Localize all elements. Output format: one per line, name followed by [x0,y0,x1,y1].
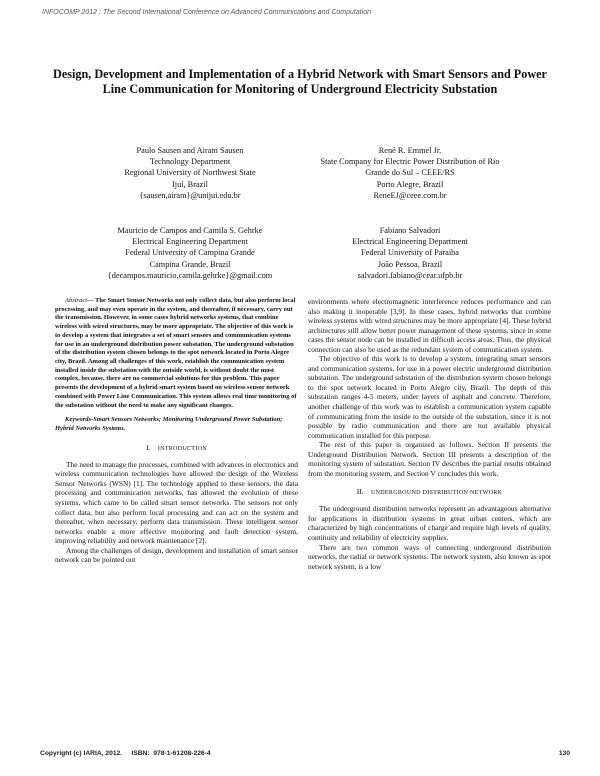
author-block-3 [70,225,310,281]
paragraph: The underground distribution networks represent an advantageous alternative for applications in distribution systems in great urban centers, which are characterized by high concentrations of charge and require high levels of quality, continuity and reliability of electricity supplies. [308,504,551,543]
paragraph: Among the challenges of design, development and installation of smart sensor network can be pointed out [55,545,298,565]
author-affiliation: Electrical Engineering Department [132,237,248,247]
author-location: Ijuí, Brazil [172,179,208,189]
author-affiliation: Regional University of Northwest State [124,168,256,178]
author-affiliation: Federal University of Campina Grande [125,248,255,258]
author-location: João Pessoa, Brazil [377,259,443,269]
abstract [55,297,298,410]
author-affiliation: State Company for Electric Power Distribution of Rio [320,157,500,167]
author-affiliation: Federal University of Paraiba [361,248,459,258]
author-affiliation: Electrical Engineering Department [352,237,468,247]
section-heading-underground-network [308,487,551,498]
section-number: I. [146,442,151,452]
conference-header: INFOCOMP 2012 : The Second International Conference on Advanced Communications and Computation [42,9,372,16]
author-email: {sausen,airam}@unijui.edu.br [139,190,241,200]
page-footer [40,750,570,757]
author-email: salvadori.fabiano@cear.ufpb.br [357,270,463,280]
paragraph: The objective of this work is to develop a system, integrating smart sensors and communication systems, for use in a power electric underground distribution substation. The underground substation of the distribution system chosen belongs to the spot network located in Porto Alegre city, Brazil. The depth of this substation ranges 4-5 meters, under layers of asphalt and concrete. Therefore, another challenge of this work was to establish a communication system capable of communicating from the inside to the outside of the substation, since it is not possible by radio communication and there are not available physical communication installed for this purpose. [308,354,551,440]
author-location: Porto Alegre, Brazil [376,179,444,189]
section-number: II. [356,487,364,497]
paragraph: The need to manage the processes, combined with advances in electronics and wireless communication technologies have allowed the design of the Wireless Sensor Networks (WSN) [1]. The technology applied to these sensors, the data processing and communication networks, has allowed the evolution of these systems, which came to be called smart sensor networks. The sensors not only collect data, but also perform local processing and can act on the system and thereafter, when necessary, perform data transmission. These intelligent sensor networks enable a more effective monitoring and fault detection system, improving reliability and network maintenance [2]. [55,459,298,546]
section-title: INTRODUCTION [157,445,207,452]
author-affiliation: Grande do Sul – CEEE/RS [365,168,455,178]
section-heading-introduction [55,443,298,454]
author-block-2 [310,145,510,201]
section-2-body [308,504,551,571]
copyright-isbn: Copyright (c) IARIA, 2012. ISBN: 978-1-61208-226-4 [40,750,211,757]
section-title: UNDERGROUND DISTRIBUTION NETWORK [370,490,503,497]
paragraph: The rest of this paper is organized as follows. Section II presents the Underground Distribution Network. Section III presents a description of the monitoring system of substation. Section IV describes the partial results obtained from the monitoring system, and Section V concludes this work. [308,440,551,478]
abstract-label: Abstract [65,297,88,304]
author-block-1 [70,145,310,201]
author-location: Campina Grande, Brazil [149,259,231,269]
author-names: Paulo Sausen and Airam Sausen [136,146,244,155]
paper-title: Design, Development and Implementation of a Hybrid Network with Smart Sensors and Power Line Communication for Monitoring of Underground Electricity Substation [53,67,547,96]
author-names: René R. Emmel Jr. [378,146,442,155]
page-number: 130 [558,750,570,757]
author-block-4 [310,225,510,281]
author-affiliation: Technology Department [149,157,231,167]
author-email: {decampos.mauricio,camila.gehrke}@gmail.com [107,270,273,280]
author-names: Fabiano Salvadori [379,226,441,235]
right-column [308,297,551,571]
paragraph: There are two common ways of connecting underground distribution networks, the radial or network systems. The network system, also known as spot network system, is a low [308,542,551,571]
author-names: Mauricio de Campos and Camila S. Gehrke [117,226,263,235]
introduction-body-continued [308,297,551,478]
author-email: ReneEJ@ceee.com.br [373,190,447,200]
abstract-text: — The Smart Sensor Networks not only collect data, but also perform local processing, and may even operate in the system, and thereafter, if necessary, carry out the transmission. However, in some cases hybrid networks systems, that combine wireless with wired structures, may be more appropriate. The objective of this work is to develop a system that integrates a set of smart sensors and communication systems for use in an underground distribution power substation. The underground substation of the distribution system chosen belongs to the spot network located in Porto Alegre city, Brazil. Among all challenges of this work, establish the communication system installed inside the substation with the outside world, is without doubt the most complex, because, there are no commercial solutions for this problem. This paper presents the development of a hybrid smart system based on wireless sensor network combined with Power Line Communication. This system allows real time monitoring of the substation without the need to make any significant changes. [55,297,297,409]
introduction-body [55,460,298,565]
keywords [55,416,298,433]
keywords-text: Keywords-Smart Sensors Networks; Monitoring Underground Power Substation; Hybrid Networks Systems. [55,416,283,433]
left-column [55,297,298,565]
paragraph: environments where electromagnetic interference reduces performance and can also making it inoperable [3,9]. In these cases, hybrid networks that combine wireless systems with wired structures may be more appropriate [4]. These hybrid architectures still allow better power management of these systems, since in some cases the sensor node can be installed in difficult access areas. Thus, the physical connection can also be used as the redundant system of communication system. [308,297,551,354]
